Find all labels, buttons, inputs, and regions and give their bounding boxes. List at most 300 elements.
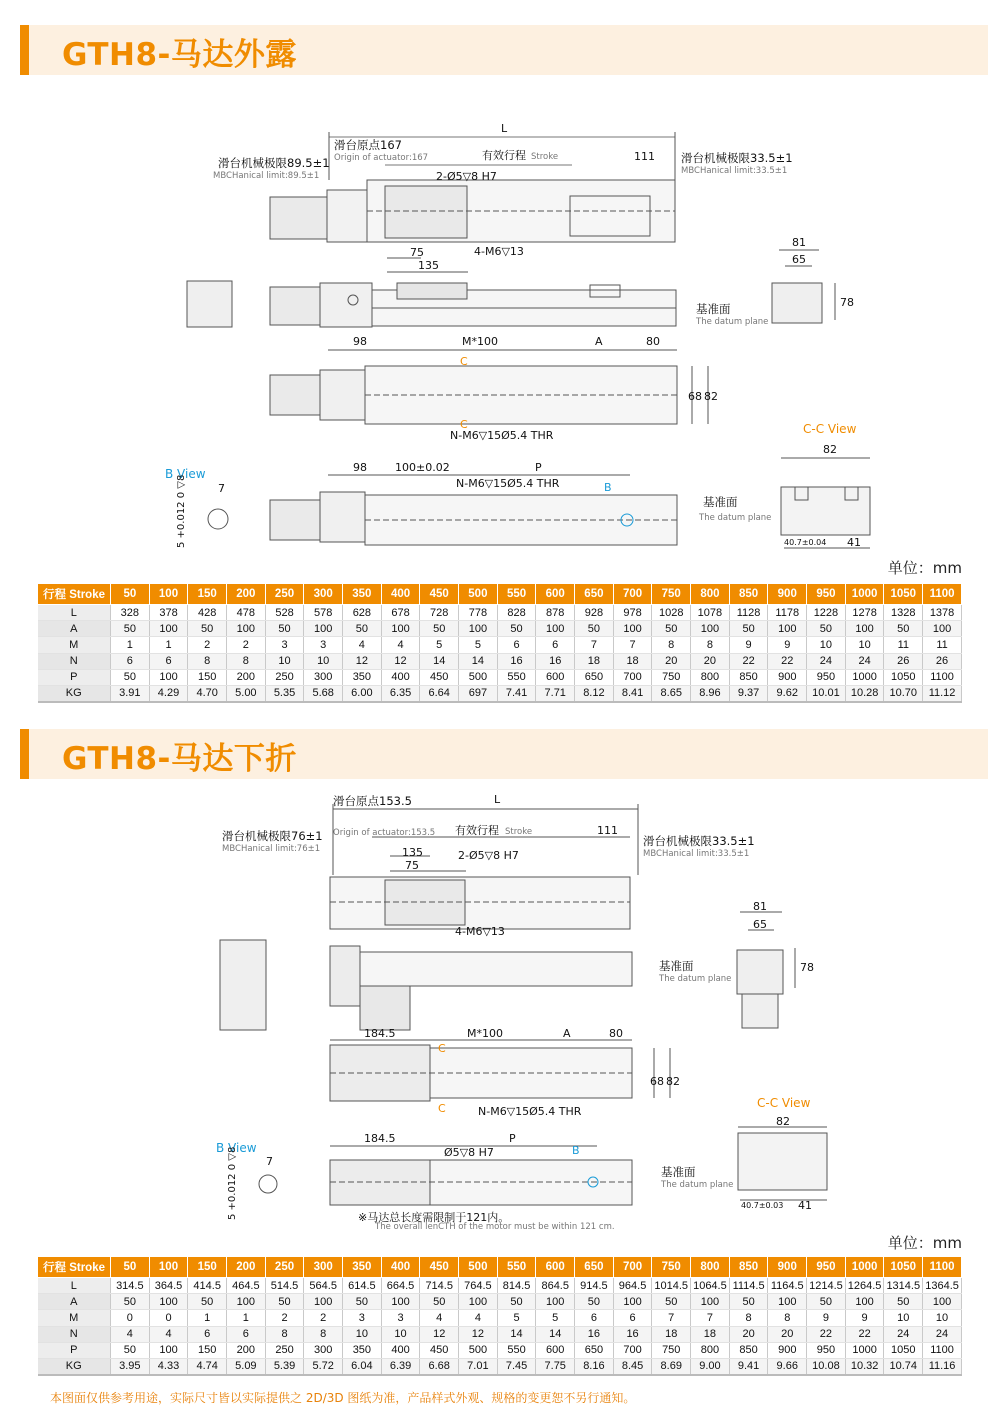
table-cell: 8.45 bbox=[613, 1358, 652, 1374]
table-cell: 100 bbox=[149, 669, 188, 685]
table-cell: 4.74 bbox=[188, 1358, 227, 1374]
table-cell: 564.5 bbox=[304, 1278, 343, 1294]
hole-label-1: 2-Ø5▽8 H7 bbox=[436, 170, 497, 183]
table-cell: 50 bbox=[497, 621, 536, 637]
rail-side-view-2 bbox=[360, 952, 632, 986]
section2-title: GTH8-马达下折 bbox=[62, 741, 297, 777]
table-cell: 914.5 bbox=[575, 1278, 614, 1294]
thread-label-2: N-M6▽15Ø5.4 THR bbox=[478, 1105, 582, 1118]
table-cell: 10 bbox=[265, 653, 304, 669]
motor-side-view bbox=[270, 287, 320, 325]
table-row bbox=[38, 1310, 962, 1326]
table-cell: 4 bbox=[343, 637, 382, 653]
table-cell: 200 bbox=[227, 669, 266, 685]
table-cell: 18 bbox=[652, 1326, 691, 1342]
table-cell: 3.95 bbox=[111, 1358, 150, 1374]
table-cell: 10 bbox=[343, 1326, 382, 1342]
table-cell: 8.12 bbox=[575, 685, 614, 701]
table-cell: 6 bbox=[575, 1310, 614, 1326]
table-cell: 14 bbox=[459, 653, 498, 669]
dim-80-2: 80 bbox=[609, 1027, 623, 1040]
origin-label: 滑台原点167 bbox=[334, 138, 402, 152]
table-row bbox=[38, 1294, 962, 1310]
table-cell: 10.32 bbox=[845, 1358, 884, 1374]
table-cell: 1064.5 bbox=[691, 1278, 730, 1294]
table-cell: 11 bbox=[884, 637, 923, 653]
table-cell: 100 bbox=[845, 621, 884, 637]
table-cell: 5 bbox=[497, 1310, 536, 1326]
b-view-label: B View bbox=[165, 467, 206, 481]
table-cell: 778 bbox=[459, 605, 498, 621]
table-cell: 50 bbox=[729, 1294, 768, 1310]
table-header-cell: 1000 bbox=[845, 1257, 884, 1278]
motor-down-view bbox=[360, 986, 410, 1030]
table-cell: 828 bbox=[497, 605, 536, 621]
table-cell: 20 bbox=[729, 1326, 768, 1342]
table-header-cell: 800 bbox=[691, 584, 730, 605]
table-cell: 3.91 bbox=[111, 685, 150, 701]
table-cell: 5 bbox=[536, 1310, 575, 1326]
motor-bottom-view bbox=[270, 375, 320, 415]
table-cell: 100 bbox=[691, 621, 730, 637]
datum-en-label-b-2: The datum plane bbox=[661, 1180, 734, 1190]
limit-right-label-2: 滑台机械极限33.5±1 bbox=[643, 834, 755, 848]
dim-81: 81 bbox=[792, 236, 806, 249]
table-cell: 100 bbox=[768, 1294, 807, 1310]
limit-left-en-label: MBCHanical limit:89.5±1 bbox=[213, 171, 320, 181]
table-header-cell: 850 bbox=[729, 584, 768, 605]
table-cell: 8 bbox=[691, 637, 730, 653]
table-header-cell: 950 bbox=[807, 584, 846, 605]
table-cell: 464.5 bbox=[227, 1278, 266, 1294]
table-cell: 814.5 bbox=[497, 1278, 536, 1294]
table-cell: 1278 bbox=[845, 605, 884, 621]
dim-78-2: 78 bbox=[800, 961, 814, 974]
cc-view-label-2: C-C View bbox=[757, 1096, 811, 1110]
table-cell: 5 bbox=[459, 637, 498, 653]
table-cell: 50 bbox=[575, 621, 614, 637]
table-header-cell: 900 bbox=[768, 584, 807, 605]
b-view-label-2: B View bbox=[216, 1141, 257, 1155]
table-cell: 714.5 bbox=[420, 1278, 459, 1294]
datum-en-label-b: The datum plane bbox=[699, 513, 772, 523]
dim-pitch: 100±0.02 bbox=[395, 461, 450, 474]
origin-en-label: Origin of actuator:167 bbox=[334, 153, 429, 163]
table-cell: 100 bbox=[381, 1294, 420, 1310]
table-cell: 8.65 bbox=[652, 685, 691, 701]
dim-98: 98 bbox=[353, 335, 367, 348]
table-cell: 6.68 bbox=[420, 1358, 459, 1374]
hole-label-1-2: 2-Ø5▽8 H7 bbox=[458, 849, 519, 862]
table-cell: 8 bbox=[729, 1310, 768, 1326]
dim-L-2: L bbox=[494, 793, 501, 806]
table-row bbox=[38, 1358, 962, 1374]
table-header-cell: 300 bbox=[304, 1257, 343, 1278]
table-cell: 100 bbox=[149, 1342, 188, 1358]
b-dim-7: 7 bbox=[218, 482, 225, 495]
table-cell: 9.66 bbox=[768, 1358, 807, 1374]
table-cell: 614.5 bbox=[343, 1278, 382, 1294]
table-cell: 7 bbox=[652, 1310, 691, 1326]
cc-view-label: C-C View bbox=[803, 422, 857, 436]
thread-label: N-M6▽15Ø5.4 THR bbox=[450, 429, 554, 442]
table-header-cell: 350 bbox=[343, 1257, 382, 1278]
datum-en-label: The datum plane bbox=[696, 317, 769, 327]
table-cell: 24 bbox=[845, 653, 884, 669]
limit-left-en-label-2: MBCHanical limit:76±1 bbox=[222, 844, 321, 854]
section2-drawing bbox=[0, 780, 1000, 1240]
table-cell: 50 bbox=[807, 1294, 846, 1310]
table-cell: 7.71 bbox=[536, 685, 575, 701]
table-cell: 950 bbox=[807, 669, 846, 685]
datum-label: 基准面 bbox=[696, 302, 731, 316]
table-cell: 600 bbox=[536, 1342, 575, 1358]
table-cell: 6 bbox=[149, 653, 188, 669]
table-header-cell: 400 bbox=[381, 584, 420, 605]
table-cell: 600 bbox=[536, 669, 575, 685]
table-row bbox=[38, 1342, 962, 1358]
table-header-cell: 400 bbox=[381, 1257, 420, 1278]
table-cell: 1100 bbox=[923, 669, 962, 685]
table-row bbox=[38, 1278, 962, 1294]
dim-68: 68 bbox=[688, 390, 702, 403]
table-cell: 50 bbox=[111, 1342, 150, 1358]
table-cell: 50 bbox=[188, 621, 227, 637]
table-cell: 550 bbox=[497, 669, 536, 685]
table-header-cell: 1100 bbox=[923, 1257, 962, 1278]
end-view-left bbox=[187, 281, 232, 327]
table-row bbox=[38, 669, 962, 685]
b-dim-7-2: 7 bbox=[266, 1155, 273, 1168]
table-cell: 6.04 bbox=[343, 1358, 382, 1374]
dim-P-2: P bbox=[509, 1132, 516, 1145]
table-cell: 100 bbox=[923, 1294, 962, 1310]
table-cell: 7.01 bbox=[459, 1358, 498, 1374]
table-cell: 12 bbox=[343, 653, 382, 669]
table-row-label: P bbox=[38, 1342, 111, 1358]
table-cell: 5.68 bbox=[304, 685, 343, 701]
dim-82: 82 bbox=[704, 390, 718, 403]
table-row-label: L bbox=[38, 605, 111, 621]
table-cell: 20 bbox=[768, 1326, 807, 1342]
table-cell: 1 bbox=[188, 1310, 227, 1326]
table-cell: 6 bbox=[227, 1326, 266, 1342]
hole-label-2-2: 4-M6▽13 bbox=[455, 925, 505, 938]
section2-spec-table bbox=[37, 1256, 962, 1376]
table-cell: 12 bbox=[420, 1326, 459, 1342]
dim-75-2: 75 bbox=[405, 859, 419, 872]
table-cell: 100 bbox=[304, 1294, 343, 1310]
table-cell: 10.70 bbox=[884, 685, 923, 701]
table-cell: 100 bbox=[381, 621, 420, 637]
table-cell: 12 bbox=[381, 653, 420, 669]
table-cell: 26 bbox=[923, 653, 962, 669]
b-tol-label-2: 5 +0.012 0 ▽8 bbox=[227, 1146, 238, 1220]
dim-65-2: 65 bbox=[753, 918, 767, 931]
dim-135: 135 bbox=[418, 259, 439, 272]
table-cell: 700 bbox=[613, 669, 652, 685]
section-mark-c-top-2: C bbox=[438, 1042, 446, 1055]
table-cell: 1000 bbox=[845, 669, 884, 685]
table-cell: 1228 bbox=[807, 605, 846, 621]
table-cell: 7 bbox=[691, 1310, 730, 1326]
table-cell: 14 bbox=[497, 1326, 536, 1342]
table-cell: 1314.5 bbox=[884, 1278, 923, 1294]
table-cell: 7 bbox=[575, 637, 614, 653]
datum-label-b-2: 基准面 bbox=[661, 1165, 696, 1179]
table-cell: 8 bbox=[265, 1326, 304, 1342]
table-row-label: KG bbox=[38, 685, 111, 701]
table-cell: 20 bbox=[691, 653, 730, 669]
table-cell: 50 bbox=[265, 621, 304, 637]
table-header-cell: 150 bbox=[188, 584, 227, 605]
section-mark-c-top: C bbox=[460, 355, 468, 368]
table-cell: 100 bbox=[227, 1294, 266, 1310]
table-cell: 364.5 bbox=[149, 1278, 188, 1294]
section-mark-c-bottom: C bbox=[460, 418, 468, 431]
table-row-label: N bbox=[38, 653, 111, 669]
dim-1845-b: 184.5 bbox=[364, 1132, 396, 1145]
origin-label-2: 滑台原点153.5 bbox=[333, 794, 412, 808]
table-cell: 9.41 bbox=[729, 1358, 768, 1374]
table-header-cell: 50 bbox=[111, 584, 150, 605]
table-cell: 300 bbox=[304, 669, 343, 685]
table-header-cell: 850 bbox=[729, 1257, 768, 1278]
table-cell: 50 bbox=[884, 621, 923, 637]
table-cell: 1050 bbox=[884, 669, 923, 685]
table-cell: 678 bbox=[381, 605, 420, 621]
table-cell: 50 bbox=[729, 621, 768, 637]
table-cell: 50 bbox=[575, 1294, 614, 1310]
table-row-label: A bbox=[38, 621, 111, 637]
dim-80: 80 bbox=[646, 335, 660, 348]
table-cell: 4.33 bbox=[149, 1358, 188, 1374]
table-header-cell: 950 bbox=[807, 1257, 846, 1278]
dim-407: 40.7±0.04 bbox=[784, 538, 827, 547]
table-cell: 16 bbox=[536, 653, 575, 669]
table-cell: 3 bbox=[265, 637, 304, 653]
table-cell: 16 bbox=[575, 1326, 614, 1342]
table-cell: 8 bbox=[768, 1310, 807, 1326]
limit-left-label-2: 滑台机械极限76±1 bbox=[222, 829, 323, 843]
table-cell: 8.16 bbox=[575, 1358, 614, 1374]
table-cell: 9.00 bbox=[691, 1358, 730, 1374]
table-cell: 414.5 bbox=[188, 1278, 227, 1294]
table-cell: 1014.5 bbox=[652, 1278, 691, 1294]
table-cell: 10 bbox=[923, 1310, 962, 1326]
table-cell: 250 bbox=[265, 1342, 304, 1358]
table-cell: 10 bbox=[304, 653, 343, 669]
table-cell: 50 bbox=[111, 1294, 150, 1310]
table-cell: 0 bbox=[149, 1310, 188, 1326]
table-cell: 314.5 bbox=[111, 1278, 150, 1294]
table-header-cell: 900 bbox=[768, 1257, 807, 1278]
table-cell: 4 bbox=[420, 1310, 459, 1326]
table-cell: 7.45 bbox=[497, 1358, 536, 1374]
table-cell: 9 bbox=[729, 637, 768, 653]
table-header-cell: 50 bbox=[111, 1257, 150, 1278]
table-cell: 664.5 bbox=[381, 1278, 420, 1294]
table-cell: 400 bbox=[381, 1342, 420, 1358]
table-cell: 10.28 bbox=[845, 685, 884, 701]
table-cell: 728 bbox=[420, 605, 459, 621]
table-cell: 8.69 bbox=[652, 1358, 691, 1374]
rail-top-view-2 bbox=[330, 877, 630, 929]
table-cell: 6.64 bbox=[420, 685, 459, 701]
table-header-cell: 500 bbox=[459, 584, 498, 605]
stroke-label-2: 有效行程 bbox=[455, 824, 499, 837]
table-cell: 0 bbox=[111, 1310, 150, 1326]
table-cell: 100 bbox=[149, 1294, 188, 1310]
table-row-label: KG bbox=[38, 1358, 111, 1374]
table-cell: 22 bbox=[729, 653, 768, 669]
table-cell: 4 bbox=[149, 1326, 188, 1342]
limit-right-en-label: MBCHanical limit:33.5±1 bbox=[681, 166, 788, 176]
table-cell: 8 bbox=[188, 653, 227, 669]
footnote: 本图面仅供参考用途，实际尺寸皆以实际提供之 2D/3D 图纸为准，产品样式外观、规格的变更恕不另行通知。 bbox=[50, 1391, 636, 1405]
table-cell: 100 bbox=[536, 621, 575, 637]
table-cell: 5.00 bbox=[227, 685, 266, 701]
table-cell: 2 bbox=[265, 1310, 304, 1326]
section1-unit: 单位：mm bbox=[887, 559, 962, 577]
table-cell: 650 bbox=[575, 1342, 614, 1358]
dim-407-2: 40.7±0.03 bbox=[741, 1201, 784, 1210]
table-cell: 1100 bbox=[923, 1342, 962, 1358]
table-header-cell: 250 bbox=[265, 1257, 304, 1278]
limit-right-label: 滑台机械极限33.5±1 bbox=[681, 151, 793, 165]
table-cell: 250 bbox=[265, 669, 304, 685]
table-cell: 8 bbox=[227, 653, 266, 669]
dim-41-2: 41 bbox=[798, 1199, 812, 1212]
table-cell: 50 bbox=[188, 1294, 227, 1310]
table-cell: 1328 bbox=[884, 605, 923, 621]
table-cell: 11.12 bbox=[923, 685, 962, 701]
table-cell: 450 bbox=[420, 1342, 459, 1358]
table-cell: 1378 bbox=[923, 605, 962, 621]
table-cell: 10 bbox=[381, 1326, 420, 1342]
table-cell: 50 bbox=[652, 621, 691, 637]
table-cell: 2 bbox=[304, 1310, 343, 1326]
table-cell: 3 bbox=[381, 1310, 420, 1326]
section2-unit: 单位：mm bbox=[887, 1234, 962, 1252]
table-header-cell: 150 bbox=[188, 1257, 227, 1278]
end-view-right-2 bbox=[737, 950, 783, 994]
table-cell: 26 bbox=[884, 653, 923, 669]
table-cell: 22 bbox=[768, 653, 807, 669]
table-cell: 6 bbox=[111, 653, 150, 669]
table-cell: 50 bbox=[111, 621, 150, 637]
table-header-cell: 650 bbox=[575, 584, 614, 605]
table-header-cell: 1050 bbox=[884, 584, 923, 605]
table-row-label: A bbox=[38, 1294, 111, 1310]
dim-41: 41 bbox=[847, 536, 861, 549]
table-cell: 22 bbox=[807, 1326, 846, 1342]
table-cell: 22 bbox=[845, 1326, 884, 1342]
b-mark-2: B bbox=[572, 1144, 580, 1157]
dim-A: A bbox=[595, 335, 603, 348]
table-cell: 1028 bbox=[652, 605, 691, 621]
table-row-label: N bbox=[38, 1326, 111, 1342]
table-cell: 4 bbox=[381, 637, 420, 653]
table-cell: 18 bbox=[613, 653, 652, 669]
table-cell: 50 bbox=[807, 621, 846, 637]
datum-label-2: 基准面 bbox=[659, 959, 694, 973]
table-cell: 100 bbox=[845, 1294, 884, 1310]
carriage-top-view bbox=[385, 186, 467, 238]
table-cell: 378 bbox=[149, 605, 188, 621]
section1-title: GTH8-马达外露 bbox=[62, 37, 297, 73]
dim-A-2: A bbox=[563, 1027, 571, 1040]
dim-75: 75 bbox=[410, 246, 424, 259]
table-cell: 6 bbox=[497, 637, 536, 653]
table-header-cell: 700 bbox=[613, 584, 652, 605]
table-cell: 150 bbox=[188, 1342, 227, 1358]
table-cell: 1264.5 bbox=[845, 1278, 884, 1294]
table-header-cell: 1100 bbox=[923, 584, 962, 605]
table-cell: 4.29 bbox=[149, 685, 188, 701]
section-mark-c-bottom-2: C bbox=[438, 1102, 446, 1115]
table-cell: 750 bbox=[652, 669, 691, 685]
table-header-cell: 700 bbox=[613, 1257, 652, 1278]
table-row bbox=[38, 685, 962, 701]
table-cell: 10.01 bbox=[807, 685, 846, 701]
table-cell: 964.5 bbox=[613, 1278, 652, 1294]
table-cell: 6.00 bbox=[343, 685, 382, 701]
table-cell: 10 bbox=[807, 637, 846, 653]
thread-label-b: N-M6▽15Ø5.4 THR bbox=[456, 477, 560, 490]
table-cell: 7 bbox=[613, 637, 652, 653]
table-cell: 900 bbox=[768, 669, 807, 685]
table-cell: 928 bbox=[575, 605, 614, 621]
table-row bbox=[38, 653, 962, 669]
table-header-cell: 750 bbox=[652, 1257, 691, 1278]
table-cell: 6.39 bbox=[381, 1358, 420, 1374]
table-cell: 18 bbox=[575, 653, 614, 669]
table-cell: 100 bbox=[536, 1294, 575, 1310]
table-cell: 50 bbox=[652, 1294, 691, 1310]
table-cell: 100 bbox=[613, 1294, 652, 1310]
table-cell: 6 bbox=[613, 1310, 652, 1326]
table-cell: 650 bbox=[575, 669, 614, 685]
table-header-cell: 300 bbox=[304, 584, 343, 605]
table-cell: 450 bbox=[420, 669, 459, 685]
table-cell: 428 bbox=[188, 605, 227, 621]
stroke-en-label: Stroke bbox=[531, 152, 559, 162]
stroke-en-label-2: Stroke bbox=[505, 827, 533, 837]
table-cell: 14 bbox=[420, 653, 459, 669]
table-cell: 750 bbox=[652, 1342, 691, 1358]
table-cell: 1 bbox=[111, 637, 150, 653]
table-cell: 478 bbox=[227, 605, 266, 621]
table-cell: 10.08 bbox=[807, 1358, 846, 1374]
datum-label-b: 基准面 bbox=[703, 495, 738, 509]
table-cell: 50 bbox=[420, 621, 459, 637]
table-cell: 100 bbox=[149, 621, 188, 637]
table-cell: 9 bbox=[845, 1310, 884, 1326]
table-cell: 6.35 bbox=[381, 685, 420, 701]
table-cell: 900 bbox=[768, 1342, 807, 1358]
limit-left-label: 滑台机械极限89.5±1 bbox=[218, 156, 330, 170]
dim-L: L bbox=[501, 122, 508, 135]
table-cell: 16 bbox=[613, 1326, 652, 1342]
table-cell: 1114.5 bbox=[729, 1278, 768, 1294]
table-cell: 14 bbox=[536, 1326, 575, 1342]
table-cell: 24 bbox=[807, 653, 846, 669]
table-cell: 7.75 bbox=[536, 1358, 575, 1374]
table-cell: 9 bbox=[768, 637, 807, 653]
table-cell: 5.39 bbox=[265, 1358, 304, 1374]
dim-135-2: 135 bbox=[402, 846, 423, 859]
